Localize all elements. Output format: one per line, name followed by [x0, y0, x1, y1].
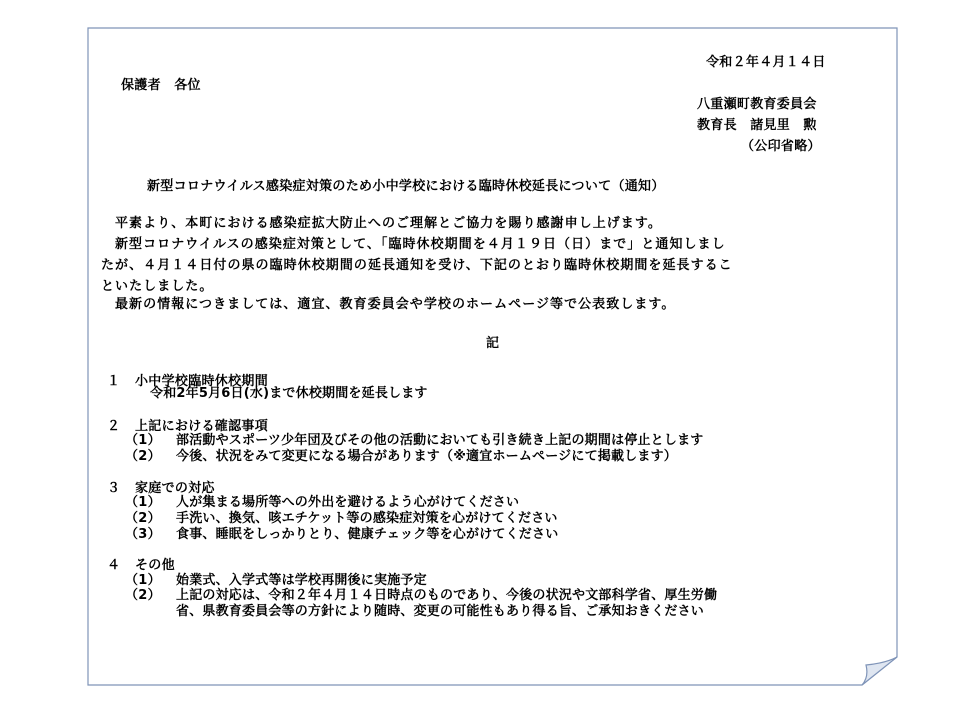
section-1-text: 令和2年5月6日(水)まで休校期間を延長します: [150, 386, 428, 401]
section-4-item-1-marker: （1）: [125, 573, 161, 588]
body-paragraph-3: 最新の情報につきましては、適宜、教育委員会や学校のホームページ等で公表致します。: [115, 297, 676, 312]
seal-note: （公印省略）: [741, 139, 821, 154]
ki-heading: 記: [486, 336, 500, 351]
body-paragraph-2-cont: たが、４月１４日付の県の臨時休校期間の延長通知を受け、下記のとおり臨時休校期間を延長するこ: [101, 258, 733, 273]
section-4-number: ４: [107, 558, 121, 573]
section-3-heading: 家庭での対応: [135, 481, 215, 496]
section-4-item-2-text: 上記の対応は、令和２年４月１４日時点のものであり、今後の状況や文部科学省、厚生労働: [176, 588, 718, 603]
section-4-item-2-marker: （2）: [125, 588, 161, 603]
section-2-heading: 上記における確認事項: [135, 419, 269, 434]
section-2-item-2-text: 今後、状況をみて変更になる場合があります（※適宜ホームページにて掲載します）: [176, 449, 677, 464]
section-3-number: ３: [107, 481, 121, 496]
section-3-item-1-marker: （1）: [125, 495, 161, 510]
document-date: 令和２年４月１４日: [706, 55, 826, 70]
sender-name: 教育長 諸見里 勲: [697, 118, 817, 133]
section-2-item-2-marker: （2）: [125, 449, 161, 464]
body-paragraph-2: 新型コロナウイルスの感染症対策として、「臨時休校期間を４月１９日（日）まで」と通知しまし: [115, 237, 726, 252]
recipient-line: 保護者 各位: [121, 78, 201, 93]
section-3-item-1-text: 人が集まる場所等への外出を避けるよう心がけてください: [176, 495, 520, 510]
section-4-heading: その他: [135, 558, 175, 573]
section-2-item-1-marker: （1）: [125, 433, 161, 448]
section-4-item-2-text-cont: 省、県教育委員会等の方針により随時、変更の可能性もあり得る旨、ご承知おきください: [176, 604, 705, 619]
section-3-item-2-text: 手洗い、換気、咳エチケット等の感染症対策を心がけてください: [176, 511, 558, 526]
section-1-number: １: [107, 374, 121, 389]
section-2-item-1-text: 部活動やスポーツ少年団及びその他の活動においても引き続き上記の期間は停止とします: [176, 433, 704, 448]
body-paragraph-2-end: といたしました。: [101, 279, 214, 294]
sender-organization: 八重瀬町教育委員会: [697, 97, 817, 112]
notice-title: 新型コロナウイルス感染症対策のため小中学校における臨時休校延長について（通知）: [147, 179, 665, 194]
section-4-item-1-text: 始業式、入学式等は学校再開後に実施予定: [176, 573, 427, 588]
section-3-item-3-marker: （3）: [125, 527, 161, 542]
section-1-heading: 小中学校臨時休校期間: [135, 374, 269, 389]
body-paragraph-1: 平素より、本町における感染症拡大防止へのご理解とご協力を賜り感謝申し上げます。: [115, 216, 662, 231]
section-3-item-3-text: 食事、睡眠をしっかりとり、健康チェック等を心がけてください: [176, 527, 559, 542]
section-3-item-2-marker: （2）: [125, 511, 161, 526]
section-2-number: ２: [107, 419, 121, 434]
